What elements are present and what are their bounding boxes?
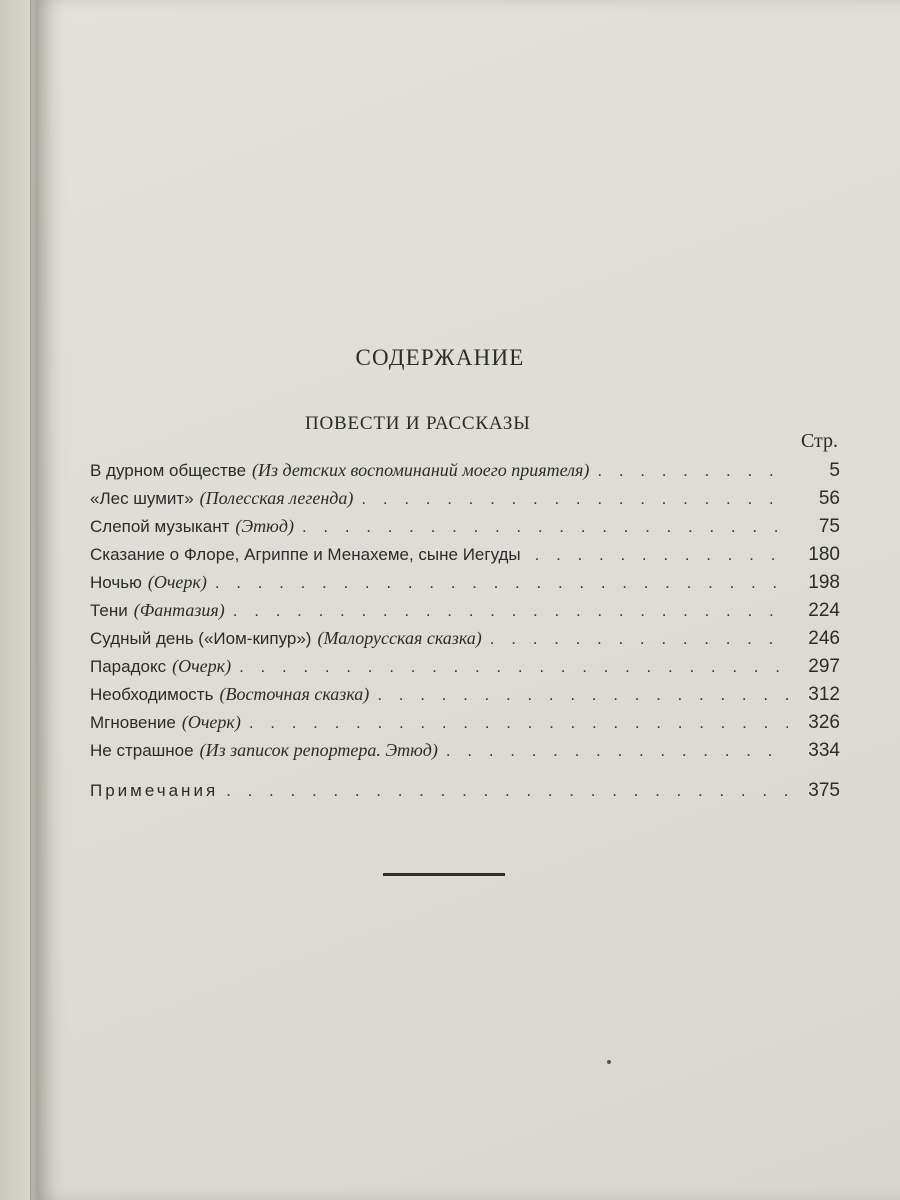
toc-entry-title: Парадокс [90,657,167,676]
toc-entry-page: 180 [808,544,840,565]
toc-entry-subtitle: (Очерк) [147,572,207,592]
toc-entry-subtitle: (Этюд) [235,516,294,536]
toc-entry-title: Мгновение [90,713,176,732]
toc-entry-title: Ночью [90,573,142,592]
section-title: ПОВЕСТИ И РАССКАЗЫ [305,413,531,434]
toc-entry [90,572,840,600]
toc-entry-page: 198 [808,572,840,593]
dot-leader [490,629,788,649]
dot-leader [446,741,788,761]
toc-entry-title: Слепой музыкант [90,517,230,536]
toc-notes-entry [90,780,840,808]
dot-leader [249,713,788,733]
toc-entry [90,684,840,712]
toc-entry-title: Тени [90,601,128,620]
toc-entry [90,516,840,544]
toc-notes-title: Примечания [90,781,219,800]
page-title: СОДЕРЖАНИЕ [355,345,525,370]
toc-entry-title: «Лес шумит» [90,489,194,508]
toc-entry [90,544,840,572]
toc-notes-page: 375 [808,780,840,801]
toc-entry-title: В дурном обществе [90,461,247,480]
toc-entry-page: 5 [829,460,840,481]
toc-entry-page: 56 [818,488,840,509]
dot-leader [239,657,788,677]
toc-entry [90,740,840,768]
toc-entry [90,460,840,488]
previous-page-edge [0,0,31,1200]
toc-entry-subtitle: (Восточная сказка) [219,684,370,704]
toc-entry-title: Не страшное [90,741,194,760]
dot-leader [233,601,788,621]
toc-entry-page: 297 [808,656,840,677]
dot-leader [215,573,788,593]
toc-entry-title: Сказание о Флоре, Агриппе и Менахеме, сыне Иегуды [90,545,521,564]
toc-entry-page: 224 [808,600,840,621]
toc-entry-subtitle: (Полесская легенда) [199,488,354,508]
paper-speck [607,1060,611,1064]
page-column-label: Стр. [800,430,838,452]
toc-entry [90,628,840,656]
dot-leader [226,781,788,801]
toc-entry-page: 75 [818,516,840,537]
table-of-contents [90,460,840,808]
toc-entry-subtitle: (Фантазия) [133,600,225,620]
toc-entry-subtitle: (Малорусская сказка) [317,628,482,648]
dot-leader [361,489,788,509]
toc-entry-subtitle: (Очерк) [172,656,232,676]
toc-entry [90,488,840,516]
toc-entry-page: 312 [808,684,840,705]
dot-leader [535,545,788,565]
toc-entry [90,656,840,684]
toc-entry-page: 334 [808,740,840,761]
toc-entry-title: Судный день («Иом-кипур») [90,629,312,648]
toc-entry-title: Необходимость [90,685,214,704]
toc-entry-subtitle: (Очерк) [181,712,241,732]
closing-rule [383,873,505,876]
toc-entry [90,600,840,628]
toc-entry [90,712,840,740]
toc-entry-subtitle: (Из детских воспоминаний моего приятеля) [252,460,590,480]
toc-entry-subtitle: (Из записок репортера. Этюд) [199,740,438,760]
dot-leader [377,685,788,705]
dot-leader [597,461,788,481]
toc-entry-page: 326 [808,712,840,733]
toc-entry-page: 246 [808,628,840,649]
dot-leader [302,517,788,537]
